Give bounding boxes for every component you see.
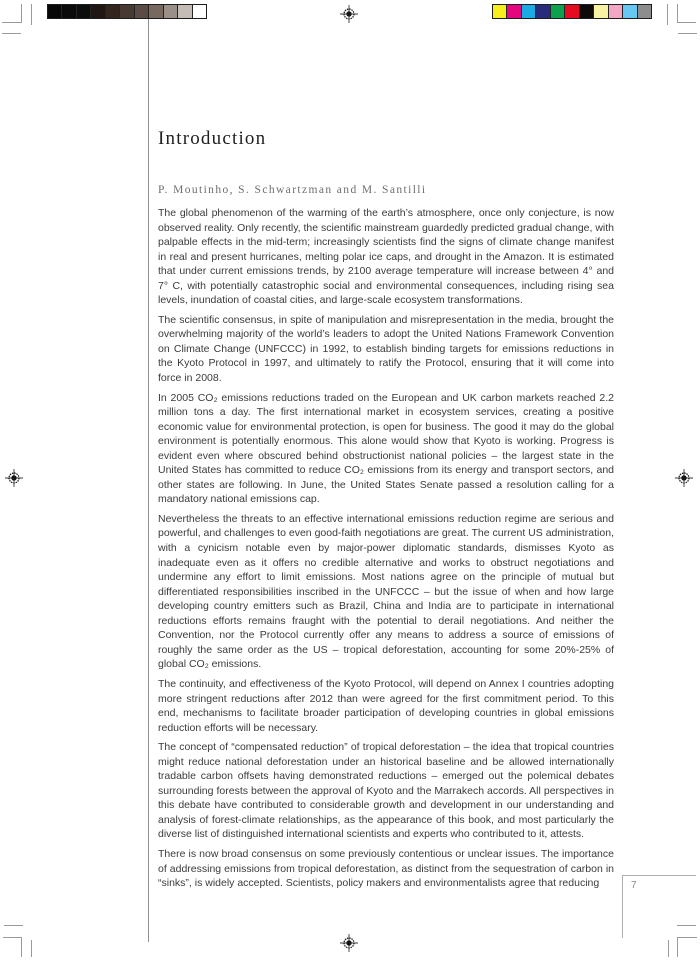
body-paragraph: In 2005 CO₂ emissions reductions traded on the European and UK carbon markets reached 2.2 million tons a day. The first international market in ecosystem services, creating a positive economic value for environmental protection, is open for business. The good it may do the global environment is potentially enormous. This alone would show that Kyoto is working. Progress is evident even where obscured behind obstructionist national policies – the largest state in the United States has committed to reduce CO₂ emissions from its energy and transport sectors, and other states are following. In June, the United States Senate passed a resolution calling for a mandatory national emissions cap. — [158, 391, 614, 506]
page-trim-line — [148, 19, 149, 942]
crop-mark — [21, 4, 22, 23]
crop-mark — [667, 4, 668, 25]
folio-box-left-line — [622, 875, 623, 938]
crop-mark — [2, 33, 21, 34]
calibration-swatch — [565, 5, 579, 18]
registration-mark-icon — [675, 469, 693, 487]
crop-mark — [2, 22, 21, 23]
body-paragraph: The global phenomenon of the warming of the earth’s atmosphere, once only conjecture, is now observed reality. Only recently, the scientific mainstream guardedly predicted gradual change, with palpable effects in the mid-term; increasingly scientists find the signs of climate change manifest in real and present hurricanes, melting polar ice caps, and drought in the Amazon. It is estimated that under current emissions trends, by 2100 average temperature will increase between 4° and 7° C, with potentially catastrophic social and environmental consequences, including rising sea levels, inundation of coastal cities, and large-scale ecosystem transformations. — [158, 207, 615, 307]
crop-mark — [678, 937, 697, 938]
calibration-swatch — [178, 5, 192, 18]
calibration-swatch — [149, 5, 163, 18]
body-paragraph: The scientific consensus, in spite of manipulation and misrepresentation in the media, brought the overwhelming majority of the world’s leaders to adopt the United Nations Framework Convention on Climate Change (UNFCCC) in 1992, to establish binding targets for emissions reductions in the Kyoto Protocol in 1997, and ultimately to ratify the Protocol, ensuring that it will come into force in 2008. — [158, 313, 614, 385]
calibration-swatch — [594, 5, 608, 18]
calibration-swatch — [522, 5, 536, 18]
folio-box-top-line — [622, 875, 696, 876]
crop-mark — [678, 33, 697, 34]
crop-mark — [4, 925, 23, 926]
calibration-swatch — [106, 5, 120, 18]
crop-mark — [677, 4, 678, 23]
calibration-swatch — [120, 5, 134, 18]
calibration-swatch — [62, 5, 76, 18]
registration-mark-icon — [340, 934, 358, 952]
calibration-swatch — [580, 5, 594, 18]
calibration-swatch — [623, 5, 637, 18]
crop-mark — [677, 925, 696, 926]
crop-mark — [21, 937, 22, 957]
registration-mark-icon — [5, 469, 23, 487]
calibration-swatch — [77, 5, 91, 18]
calibration-swatch — [609, 5, 623, 18]
calibration-swatch — [135, 5, 149, 18]
crop-mark — [677, 937, 678, 957]
registration-mark-icon — [340, 5, 358, 23]
calibration-swatch — [48, 5, 62, 18]
calibration-swatch — [91, 5, 105, 18]
page-number: 7 — [631, 880, 637, 891]
color-calibration-bar — [492, 4, 652, 19]
calibration-swatch — [507, 5, 521, 18]
calibration-swatch — [493, 5, 507, 18]
crop-mark — [668, 940, 669, 957]
crop-mark — [31, 940, 32, 957]
body-paragraph: Nevertheless the threats to an effective international emissions reduction regime are serious and powerful, and challenges to even good-faith negotiations are great. The current US administration, with a cynicism notable even by major-power diplomatic standards, dismisses Kyoto as inadequate even as it offers no credible alternative and works to obstruct negotiations and undermine any effort to limit emissions. Most nations agree on the principle of mutual but differentiated responsibilities inscribed in the UNFCCC – but the issue of when and how large developing country emitters such as Brazil, China and India are to participate in international reductions efforts remains fraught with the potential to derail negotiations. And neither the Convention, nor the Protocol currently offer any means to address a source of emissions of roughly the same order as the US – tropical deforestation, accounting for some 20%-25% of global CO₂ emissions. — [158, 512, 614, 671]
calibration-swatch — [164, 5, 178, 18]
calibration-swatch — [638, 5, 651, 18]
calibration-swatch — [536, 5, 550, 18]
authors-line: P. Moutinho, S. Schwartzman and M. Santilli — [158, 184, 427, 196]
crop-mark — [31, 4, 32, 25]
paragraphs — [158, 206, 614, 891]
crop-mark — [677, 22, 696, 23]
chapter-title: Introduction — [158, 128, 267, 149]
text-block — [158, 128, 614, 896]
calibration-swatch — [551, 5, 565, 18]
body-paragraph: There is now broad consensus on some previously contentious or unclear issues. The importance of addressing emissions from tropical deforestation, as distinct from the sequestration of carbon in “sinks”, is widely accepted. Scientists, policy makers and environmentalists agree that reducing — [158, 847, 614, 890]
body-paragraph: The continuity, and effectiveness of the Kyoto Protocol, will depend on Annex I countries adopting more stringent reductions after 2012 than were agreed for the first commitment period. To this end, mechanisms to facilitate broader participation of developing countries in global emissions reduction efforts will be necessary. — [158, 677, 614, 734]
body-paragraph: The concept of “compensated reduction” of tropical deforestation – the idea that tropical countries might reduce national deforestation under an historical baseline and be allowed internationally tradable carbon offsets having demonstrated reductions – emerged out the polemical debates surrounding forests between the approval of Kyoto and the Marrakech accords. All perspectives in this debate have contributed to considerable growth and development in our understanding and analysis of forest-climate relationships, as the appearance of this book, and most particularly the diverse list of distinguished international scientists and experts who contributed to it, attests. — [158, 741, 614, 841]
crop-mark — [3, 937, 22, 938]
calibration-swatch — [193, 5, 206, 18]
grayscale-calibration-bar — [47, 4, 207, 19]
